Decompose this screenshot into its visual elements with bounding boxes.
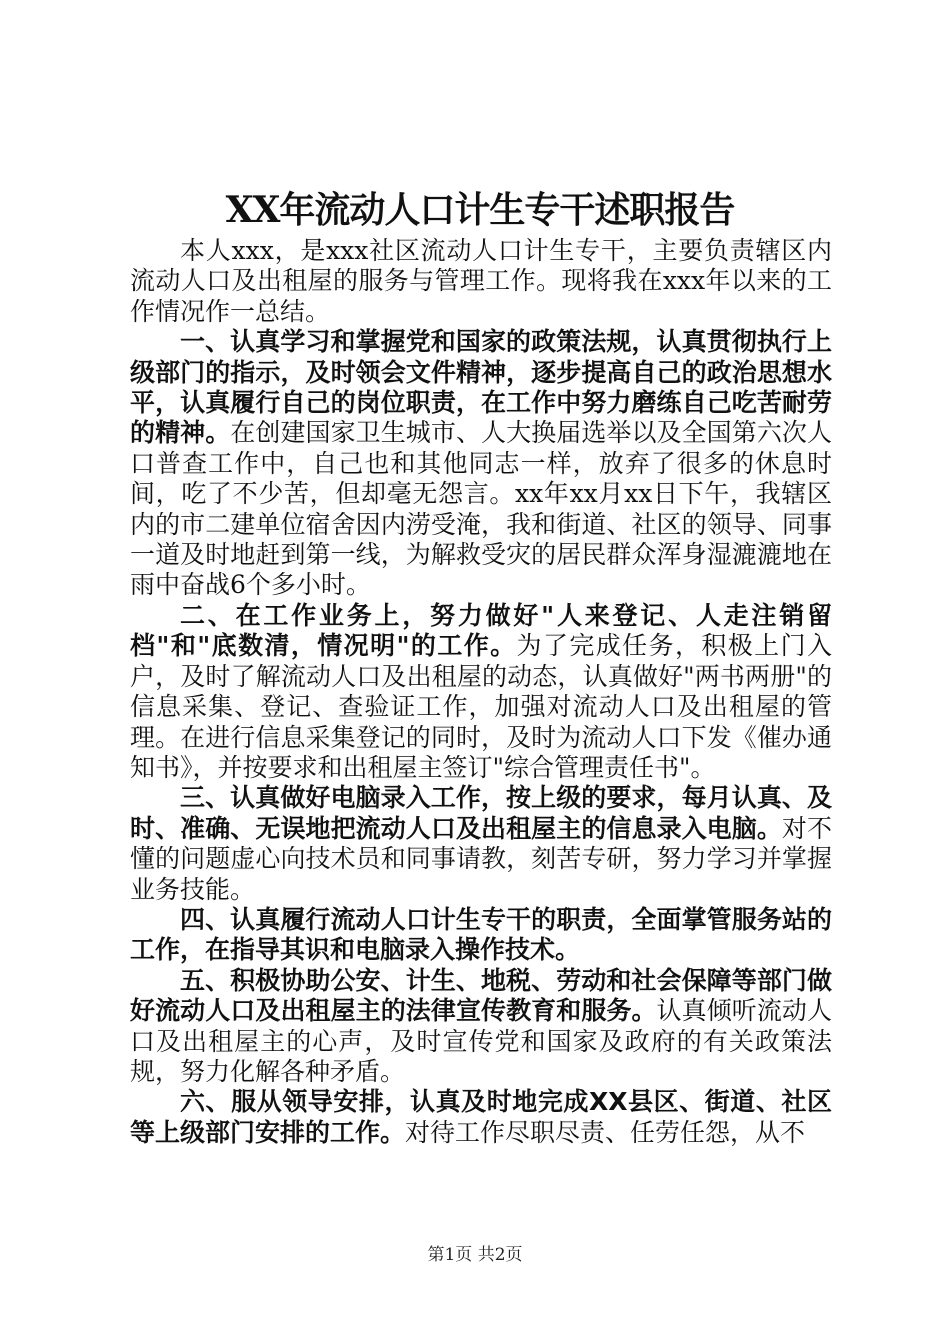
paragraph-lead: 一、认真学习和掌握党和国家的政策法规，认真贯彻执行上级部门的指示，及时领会文件精神，逐步提高自己的政治思想水平，认真履行自己的岗位职责，在工作中努力磨练自己吃苦耐劳的精神。 [130, 327, 832, 448]
paragraph-text: 在创建国家卫生城市、人大换届选举以及全国第六次人口普查工作中，自己也和其他同志一样，放弃了很多的休息时间，吃了不少苦，但却毫无怨言。xx年xx月xx日下午，我辖区内的市二建单位宿舍因内涝受淹，我和街道、社区的领导、同事一道及时地赶到第一线，为解救受灾的居民群众浑身湿漉漉地在雨中奋战6个多小时。 [130, 418, 832, 600]
paragraph-lead: 四、认真履行流动人口计生专干的职责，全面掌管服务站的工作，在指导其识和电脑录入操作技术。 [130, 904, 832, 965]
paragraph-lead: 三、认真做好电脑录入工作，按上级的要求，每月认真、及时、准确、无误地把流动人口及出租屋主的信息录入电脑。 [130, 783, 832, 843]
document-body [130, 236, 832, 1148]
paragraph-lead: 五、积极协助公安、计生、地税、劳动和社会保障等部门做好流动人口及出租屋主的法律宣传教育和服务。 [130, 965, 832, 1026]
paragraph-section-4 [130, 905, 832, 966]
paragraph-text: 对不懂的问题虚心向技术员和同事请教，刻苦专研，努力学习并掌握业务技能。 [130, 813, 832, 904]
page-number-footer: 第1页 共2页 [427, 1245, 523, 1265]
paragraph-section-1 [130, 327, 832, 601]
paragraph-intro [130, 236, 832, 327]
paragraph-section-5 [130, 966, 832, 1088]
paragraph-lead: 二、在工作业务上，努力做好"人来登记、人走注销留档"和"底数清，情况明"的工作。 [130, 600, 832, 661]
paragraph-text: 为了完成任务，积极上门入户，及时了解流动人口及出租屋的动态，认真做好"两书两册"的信息采集、登记、查验证工作，加强对流动人口及出租屋的管理。在进行信息采集登记的同时，及时为流动人口下发《催办通知书》，并按要求和出租屋主签订"综合管理责任书"。 [130, 631, 832, 782]
paragraph-text: 认真倾听流动人口及出租屋主的心声，及时宣传党和国家及政府的有关政策法规，努力化解各种矛盾。 [130, 996, 832, 1086]
paragraph-section-3 [130, 783, 832, 905]
paragraph-section-6 [130, 1087, 832, 1148]
paragraph-text: 对待工作尽职尽责、任劳任怨，从不 [405, 1117, 806, 1147]
page-title: XX年流动人口计生专干述职报告 [225, 189, 735, 231]
paragraph-section-2 [130, 601, 832, 783]
paragraph-lead: 六、服从领导安排，认真及时地完成XX县区、街道、社区等上级部门安排的工作。 [130, 1087, 832, 1147]
paragraph-text: 本人xxx，是xxx社区流动人口计生专干，主要负责辖区内流动人口及出租屋的服务与管理工作。现将我在xxx年以来的工作情况作一总结。 [130, 236, 832, 326]
